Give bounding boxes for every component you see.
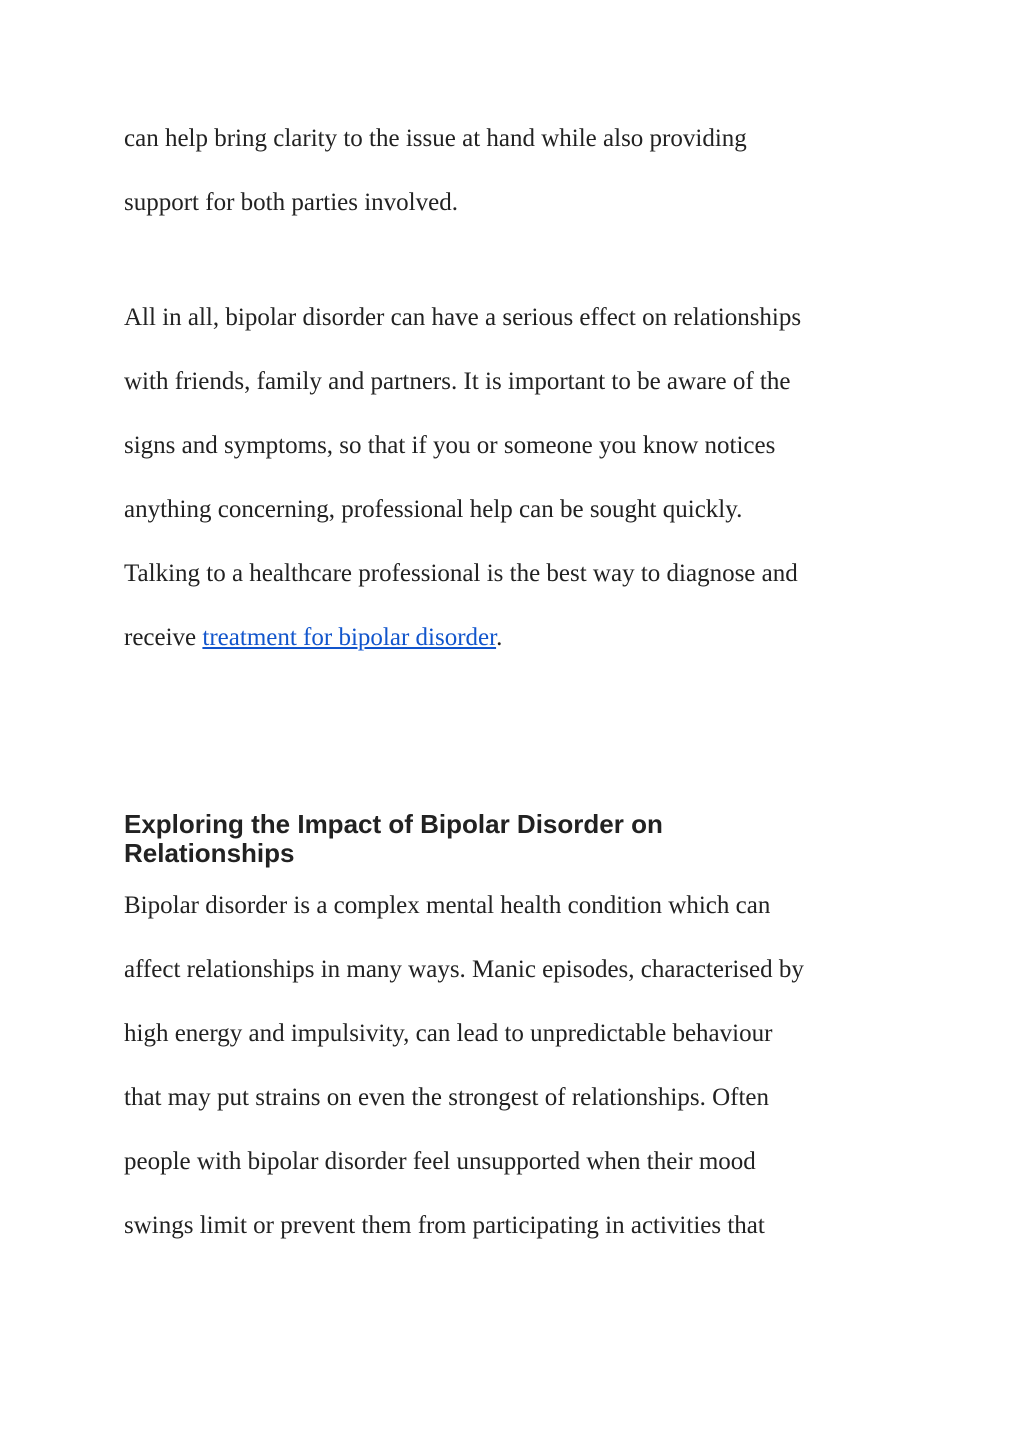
section-heading-line-2: Relationships (124, 838, 295, 868)
paragraph-2-line-5: Talking to a healthcare professional is the best way to diagnose and (124, 560, 798, 587)
paragraph-3-line-5: people with bipolar disorder feel unsupported when their mood (124, 1148, 756, 1175)
paragraph-2-line-3: signs and symptoms, so that if you or someone you know notices (124, 432, 776, 459)
paragraph-2-line-2: with friends, family and partners. It is important to be aware of the (124, 368, 791, 395)
paragraph-1-line-2: support for both parties involved. (124, 189, 458, 216)
treatment-for-bipolar-disorder-link[interactable]: treatment for bipolar disorder (202, 624, 497, 651)
paragraph-2-line-6-prefix: receive (124, 624, 203, 651)
paragraph-2-line-6 (124, 623, 502, 653)
paragraph-3-line-3: high energy and impulsivity, can lead to unpredictable behaviour (124, 1020, 773, 1047)
paragraph-3-line-4: that may put strains on even the strongest of relationships. Often (124, 1084, 770, 1111)
section-heading-line-1: Exploring the Impact of Bipolar Disorder on (124, 809, 663, 839)
paragraph-3-line-2: affect relationships in many ways. Manic episodes, characterised by (124, 956, 804, 983)
paragraph-3-line-1: Bipolar disorder is a complex mental health condition which can (124, 892, 771, 919)
paragraph-3-line-6: swings limit or prevent them from participating in activities that (124, 1212, 765, 1239)
section-heading (124, 810, 663, 868)
paragraph-2-line-1: All in all, bipolar disorder can have a serious effect on relationships (124, 304, 802, 331)
paragraph-2-line-6-suffix: . (496, 624, 503, 651)
paragraph-2-line-4: anything concerning, professional help can be sought quickly. (124, 496, 743, 523)
paragraph-1-line-1: can help bring clarity to the issue at hand while also providing (124, 125, 747, 152)
